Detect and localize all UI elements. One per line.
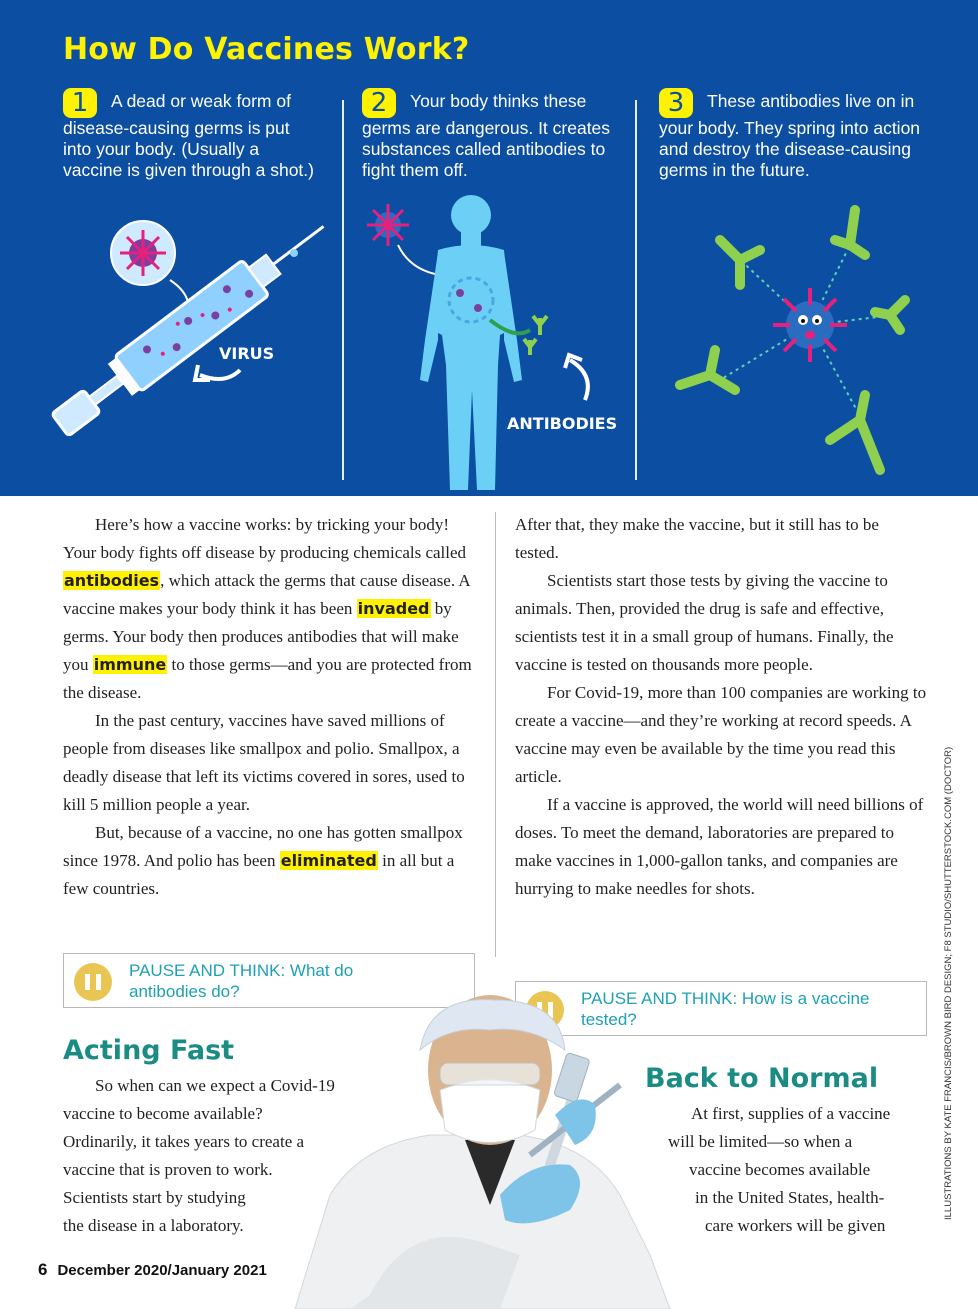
section-heading-back-to-normal: Back to Normal [645,1063,879,1094]
pause-text: PAUSE AND THINK: What do antibodies do? [129,961,354,1001]
issue-date: December 2020/January 2021 [57,1262,267,1279]
left-column [63,511,475,903]
text-line: care workers will be given [705,1216,886,1235]
page-number: 6 [38,1260,48,1279]
step-text-3: These antibodies live on in your body. They spring into action and destroy the disease-causing germs in the future. [659,91,921,180]
pause-text: PAUSE AND THINK: How is a vaccine tested? [581,989,870,1029]
syringe-illustration [40,220,330,450]
step-number-1: 1 [63,88,97,118]
step-3 [659,88,939,181]
step-number-2: 2 [362,88,396,118]
paragraph: Scientists start those tests by giving the vaccine to animals. Then, provided the drug is safe and effective, scientists test it in a small group of humans. Finally, the vaccine is tested on thousands more people. [515,571,894,674]
step-1 [63,88,318,181]
vocab-antibodies[interactable]: antibodies [64,571,160,590]
antibody-attack-illustration [660,200,930,485]
text-line: the disease in a laboratory. [63,1216,244,1235]
step-2 [362,88,617,181]
divider-1 [342,100,344,480]
pause-icon [74,963,112,1001]
step-text-2: Your body thinks these germs are dangerous. It creates substances called antibodies to fight them off. [362,91,611,180]
text-line: vaccine becomes available [689,1160,871,1179]
text-line: vaccine that is proven to work. [63,1160,273,1179]
virus-label: VIRUS [219,344,275,363]
divider-2 [635,100,637,480]
text-line: Scientists start by studying [63,1188,246,1207]
vocab-invaded[interactable]: invaded [357,599,430,618]
text-line: At first, supplies of a vaccine [691,1104,891,1123]
antibodies-label: ANTIBODIES [507,414,618,433]
paragraph: For Covid-19, more than 100 companies are working to create a vaccine—and they’re working at record speeds. A vaccine may even be available by the time you read this article. [515,683,927,786]
text-line: in the United States, health- [695,1188,885,1207]
vocab-eliminated[interactable]: eliminated [280,851,377,870]
right-column [515,511,927,903]
column-divider [495,512,496,957]
paragraph: If a vaccine is approved, the world will need billions of doses. To meet the demand, laboratories are prepared to make vaccines in 1,000-gallon tanks, and companies are hurrying to make needles for shots. [515,795,924,898]
paragraph: Here’s how a vaccine works: by tricking your body! Your body fights off disease by producing chemicals called antibodies, which attack the germs that cause disease. A vaccine makes your body think it has been invaded by germs. Your body then produces antibodies that will make you immune to those germs—and you are protected from the disease. [63,515,472,702]
paragraph: After that, they make the vaccine, but it still has to be tested. [515,515,879,562]
text-line: vaccine to become available? [63,1104,263,1123]
text-line: will be limited—so when a [668,1132,853,1151]
body-illustration [360,190,620,490]
section-heading-acting-fast: Acting Fast [63,1035,235,1066]
vocab-immune[interactable]: immune [93,655,167,674]
paragraph: But, because of a vaccine, no one has gotten smallpox since 1978. And polio has been eliminated in all but a few countries. [63,823,463,898]
paragraph: In the past century, vaccines have saved millions of people from diseases like smallpox and polio. Smallpox, a deadly disease that left its victims covered in sores, used to kill 5 million people a year. [63,711,465,814]
text-line: So when can we expect a Covid-19 [95,1076,335,1095]
step-text-1: A dead or weak form of disease-causing germs is put into your body. (Usually a vaccine is given through a shot.) [63,91,314,180]
illustration-credit: ILLUSTRATIONS BY KATE FRANCIS/BROWN BIRD DESIGN; F8 STUDIO/SHUTTERSTOCK.COM (DOCTOR) [943,746,954,1220]
doctor-photo [290,995,710,1309]
text-line: Ordinarily, it takes years to create a [63,1132,305,1151]
page-title: How Do Vaccines Work? [63,32,470,67]
step-number-3: 3 [659,88,693,118]
page-footer [38,1260,267,1280]
